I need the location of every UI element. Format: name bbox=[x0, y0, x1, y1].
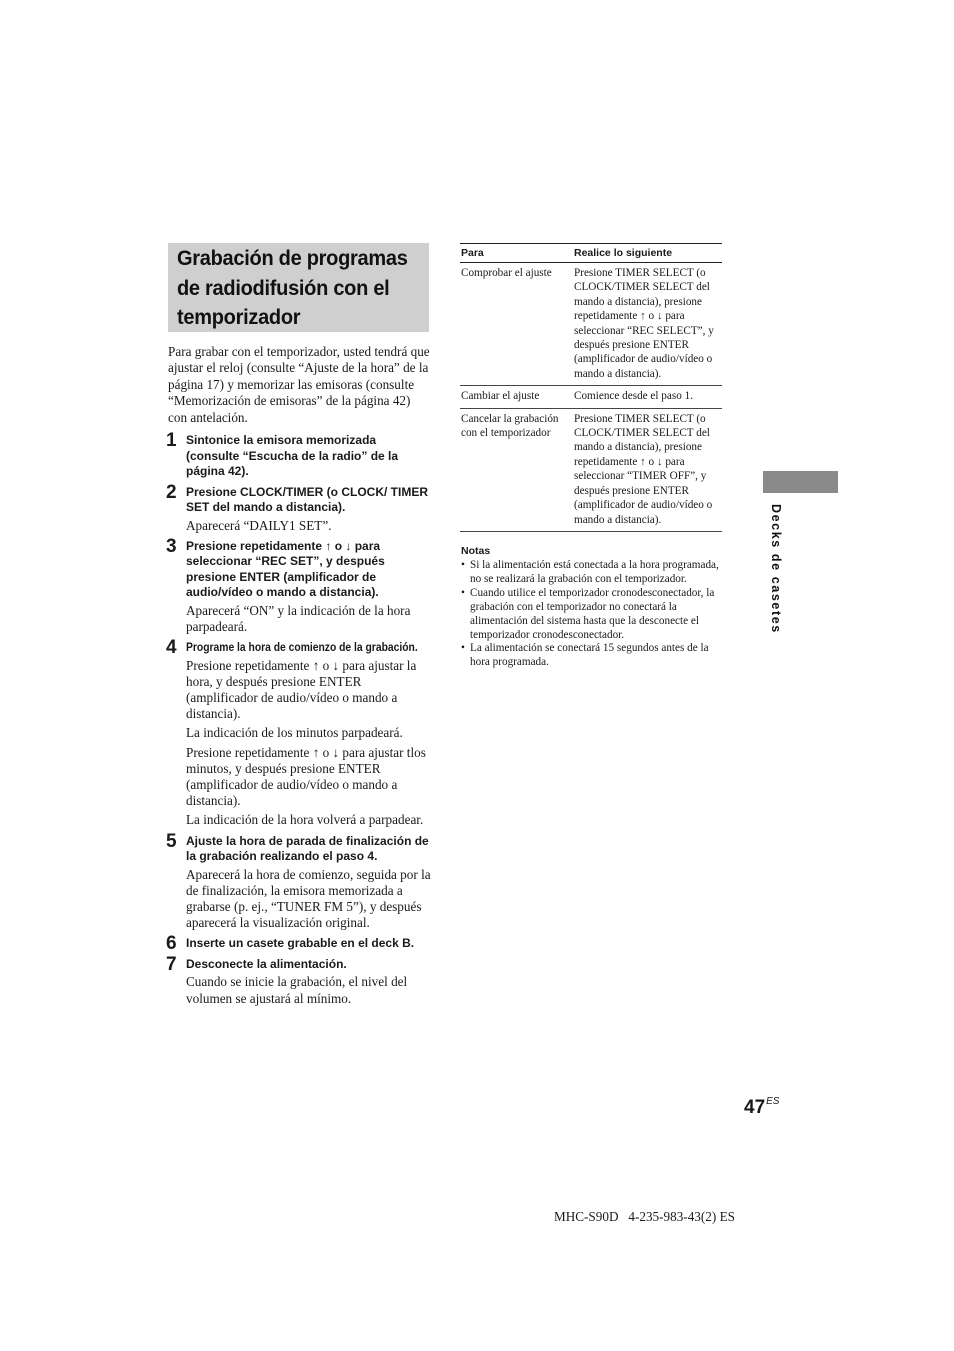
table-row bbox=[460, 386, 722, 408]
list-item: • La alimentación se conectará 15 segundos antes de la hora programada. bbox=[460, 642, 725, 670]
table-row bbox=[460, 263, 722, 386]
step-number: 6 bbox=[166, 933, 177, 955]
notes-list bbox=[460, 559, 725, 670]
step-title: Ajuste la hora de parada de finalización de la grabación realizando el paso 4. bbox=[186, 833, 429, 864]
table-header-row bbox=[460, 244, 722, 263]
section-title: Grabación de programas de radiodifusión con el temporizador bbox=[177, 246, 408, 329]
step-text: La indicación de los minutos parpadeará. bbox=[186, 725, 403, 741]
step-text: Cuando se inicie la grabación, el nivel del volumen se ajustará al mínimo. bbox=[186, 974, 408, 1006]
operations-table-container bbox=[460, 243, 722, 532]
step-2 bbox=[166, 481, 431, 534]
step-text: La indicación de la hora volverá a parpadear. bbox=[186, 812, 424, 828]
step-text: Aparecerá la hora de comienzo, seguida por la de finalización, la emisora memorizada a grabarse (p. ej., “TUNER FM 5”), y después aparecerá la visualización original. bbox=[186, 866, 431, 931]
step-5 bbox=[166, 830, 431, 932]
table-header-cell: Para bbox=[460, 244, 573, 263]
step-number: 4 bbox=[166, 637, 177, 659]
step-title: Programe la hora de comienzo de la grabación. bbox=[186, 640, 418, 655]
page-number-suffix: ES bbox=[766, 1096, 780, 1107]
step-title: Presione CLOCK/TIMER (o CLOCK/ TIMER SET del mando a distancia). bbox=[186, 484, 429, 514]
operations-table bbox=[460, 243, 722, 532]
notes-section bbox=[460, 545, 725, 670]
footer-model-code: MHC-S90D 4-235-983-43(2) ES bbox=[554, 1209, 735, 1224]
step-number: 5 bbox=[166, 830, 177, 852]
step-text: Presione repetidamente ↑ o ↓ para ajustar la hora, y después presione ENTER (amplificador de audio/vídeo o mando a distancia). bbox=[186, 657, 417, 722]
step-number: 3 bbox=[166, 535, 177, 557]
step-number: 7 bbox=[166, 953, 177, 975]
step-7 bbox=[166, 953, 431, 1007]
table-cell: Cambiar el ajuste bbox=[460, 386, 573, 408]
notes-heading: Notas bbox=[461, 545, 491, 557]
step-number: 2 bbox=[166, 481, 177, 503]
list-item: • Si la alimentación está conectada a la hora programada, no se realizará la grabación con el temporizador. bbox=[460, 559, 725, 587]
section-side-label: Decks de casetes bbox=[769, 504, 783, 634]
step-number: 1 bbox=[166, 430, 177, 451]
table-row bbox=[460, 408, 722, 531]
step-text: Aparecerá “DAILY1 SET”. bbox=[186, 517, 332, 533]
step-text: Presione repetidamente ↑ o ↓ para ajustar tlos minutos, y después presione ENTER (amplificador de audio/vídeo o mando a distancia). bbox=[186, 744, 426, 809]
step-title: Sintonice la emisora memorizada (consulte “Escucha de la radio” de la página 42). bbox=[186, 433, 399, 478]
section-tab-marker bbox=[763, 471, 838, 493]
table-header-cell: Realice lo siguiente bbox=[573, 244, 722, 263]
table-cell: Cancelar la grabación con el temporizador bbox=[460, 408, 573, 531]
step-3 bbox=[166, 535, 431, 635]
step-title: Inserte un casete grabable en el deck B. bbox=[186, 936, 415, 951]
section-title-box bbox=[168, 243, 429, 332]
step-title: Presione repetidamente ↑ o ↓ para seleccionar “REC SET”, y después presione ENTER (amplificador de audio/vídeo o mando a distancia). bbox=[186, 538, 385, 600]
intro-paragraph: Para grabar con el temporizador, usted tendrá que ajustar el reloj (consulte “Ajuste de la hora” de la página 17) y memorizar las emisoras (consulte “Memorización de emisoras” de la página 42) con antelación. bbox=[168, 344, 430, 425]
table-cell: Presione TIMER SELECT (o CLOCK/TIMER SELECT del mando a distancia), presione repetidamente ↑ o ↓ para seleccionar “TIMER OFF”, y después presione ENTER (amplificador de audio/vídeo o mando a distancia). bbox=[573, 408, 722, 531]
page-number bbox=[744, 1096, 779, 1119]
step-title: Desconecte la alimentación. bbox=[186, 956, 347, 971]
table-cell: Presione TIMER SELECT (o CLOCK/TIMER SELECT del mando a distancia), presione repetidamente ↑ o ↓ para seleccionar “REC SELECT”, y después presione ENTER (amplificador de audio/vídeo o mando a distancia). bbox=[573, 263, 722, 386]
table-cell: Comience desde el paso 1. bbox=[573, 386, 722, 408]
list-item: • Cuando utilice el temporizador cronodesconectador, la grabación con el temporizador no conectará la alimentación del sistema hasta que la desconecte el temporizador cronodesconectador. bbox=[460, 587, 725, 643]
step-6 bbox=[166, 933, 431, 955]
step-1 bbox=[166, 430, 431, 480]
steps-list bbox=[166, 430, 431, 1012]
table-cell: Comprobar el ajuste bbox=[460, 263, 573, 386]
step-4 bbox=[166, 637, 431, 829]
step-text: Aparecerá “ON” y la indicación de la hora parpadeará. bbox=[186, 602, 411, 634]
page-number-value: 47 bbox=[744, 1097, 766, 1118]
